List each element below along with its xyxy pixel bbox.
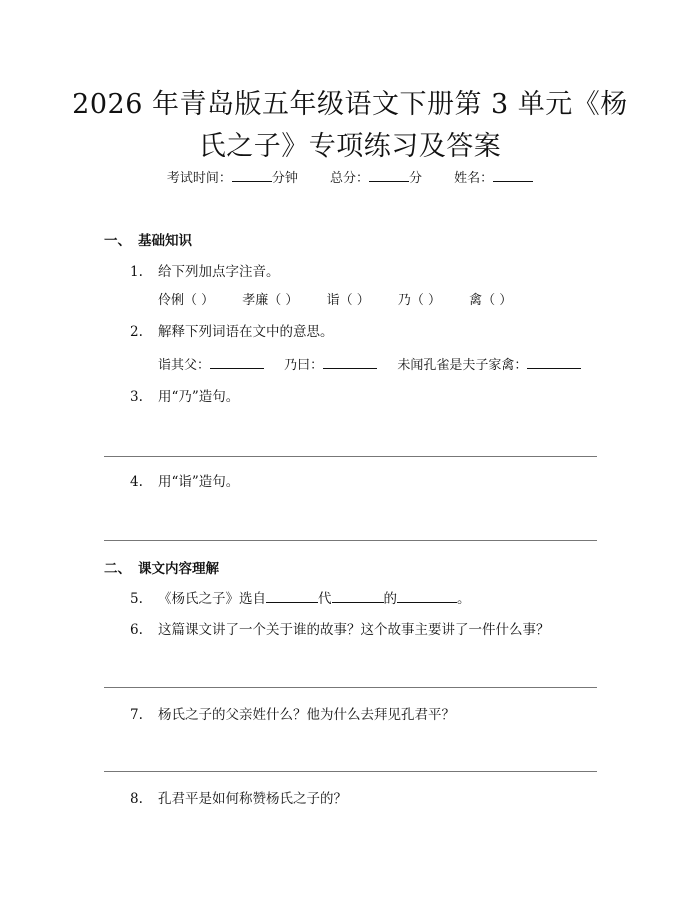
answer-line[interactable]: [104, 687, 597, 688]
pinyin-item: 孝廉（ ）: [242, 293, 299, 308]
question-1: [130, 262, 280, 282]
pinyin-item: 诣（ ）: [326, 293, 370, 308]
question-text-part: 代: [318, 591, 332, 607]
question-text: 用“诣”造句。: [158, 474, 240, 490]
answer-blank[interactable]: [323, 355, 377, 369]
pinyin-item: 禽（ ）: [469, 293, 513, 308]
question-text: 解释下列词语在文中的意思。: [158, 324, 334, 340]
question-3: [130, 387, 239, 407]
answer-blank[interactable]: [397, 589, 457, 603]
answer-blank[interactable]: [332, 589, 384, 603]
pinyin-item: 伶俐（ ）: [158, 293, 215, 308]
definition-item: 乃曰：: [284, 358, 324, 373]
question-text: 这篇课文讲了一个关于谁的故事？这个故事主要讲了一件什么事？: [158, 622, 550, 638]
question-text: 孔君平是如何称赞杨氏之子的？: [158, 791, 347, 807]
total-score-blank: [369, 169, 409, 182]
exam-time-blank: [232, 169, 272, 182]
exam-time-label: 考试时间：: [166, 171, 232, 186]
total-score: [330, 171, 426, 186]
question-number: 7.: [130, 707, 143, 723]
question-number: 4.: [130, 474, 143, 490]
student-name-label: 姓名：: [454, 171, 494, 186]
answer-blank[interactable]: [266, 589, 318, 603]
answer-line[interactable]: [104, 771, 597, 772]
question-number: 6.: [130, 622, 143, 638]
total-score-unit: 分: [409, 171, 423, 186]
definition-item: 未闻孔雀是夫子家禽：: [397, 358, 528, 373]
section-heading-basic: [104, 229, 192, 249]
student-name: [454, 171, 533, 186]
question-4: [130, 472, 239, 492]
question-2-items: [158, 355, 581, 376]
question-6: [130, 620, 550, 640]
question-text-part: 。: [457, 591, 471, 607]
question-text-part: 《杨氏之子》选自: [158, 591, 266, 607]
answer-line[interactable]: [104, 540, 597, 541]
question-1-items: [158, 291, 536, 311]
exam-meta: [0, 169, 700, 189]
answer-blank[interactable]: [210, 355, 264, 369]
question-number: 5.: [130, 591, 143, 607]
answer-blank[interactable]: [527, 355, 581, 369]
section-title: 基础知识: [138, 233, 192, 249]
question-5: [130, 589, 471, 609]
section-heading-comprehension: [104, 557, 219, 577]
question-text: 给下列加点字注音。: [158, 264, 280, 280]
page-title: [70, 84, 630, 168]
section-number: 二、: [104, 561, 131, 577]
answer-line[interactable]: [104, 456, 597, 457]
pinyin-item: 乃（ ）: [397, 293, 441, 308]
question-text: 杨氏之子的父亲姓什么？他为什么去拜见孔君平？: [158, 707, 455, 723]
exam-time: [167, 171, 302, 186]
question-2: [130, 322, 334, 342]
question-number: 8.: [130, 791, 143, 807]
student-name-blank: [493, 169, 533, 182]
question-text-part: 的: [383, 591, 397, 607]
question-8: [130, 789, 347, 809]
exam-time-unit: 分钟: [271, 171, 298, 186]
question-number: 3.: [130, 389, 143, 405]
total-score-label: 总分：: [329, 171, 369, 186]
title-line-1: 2026 年青岛版五年级语文下册第 3 单元《杨: [72, 89, 628, 120]
section-number: 一、: [104, 233, 131, 249]
question-number: 1.: [130, 264, 143, 280]
definition-item: 诣其父：: [158, 358, 211, 373]
section-title: 课文内容理解: [138, 561, 219, 577]
question-number: 2.: [130, 324, 143, 340]
title-line-2: 氏之子》专项练习及答案: [198, 131, 502, 162]
question-text: 用“乃”造句。: [158, 389, 240, 405]
question-7: [130, 705, 455, 725]
